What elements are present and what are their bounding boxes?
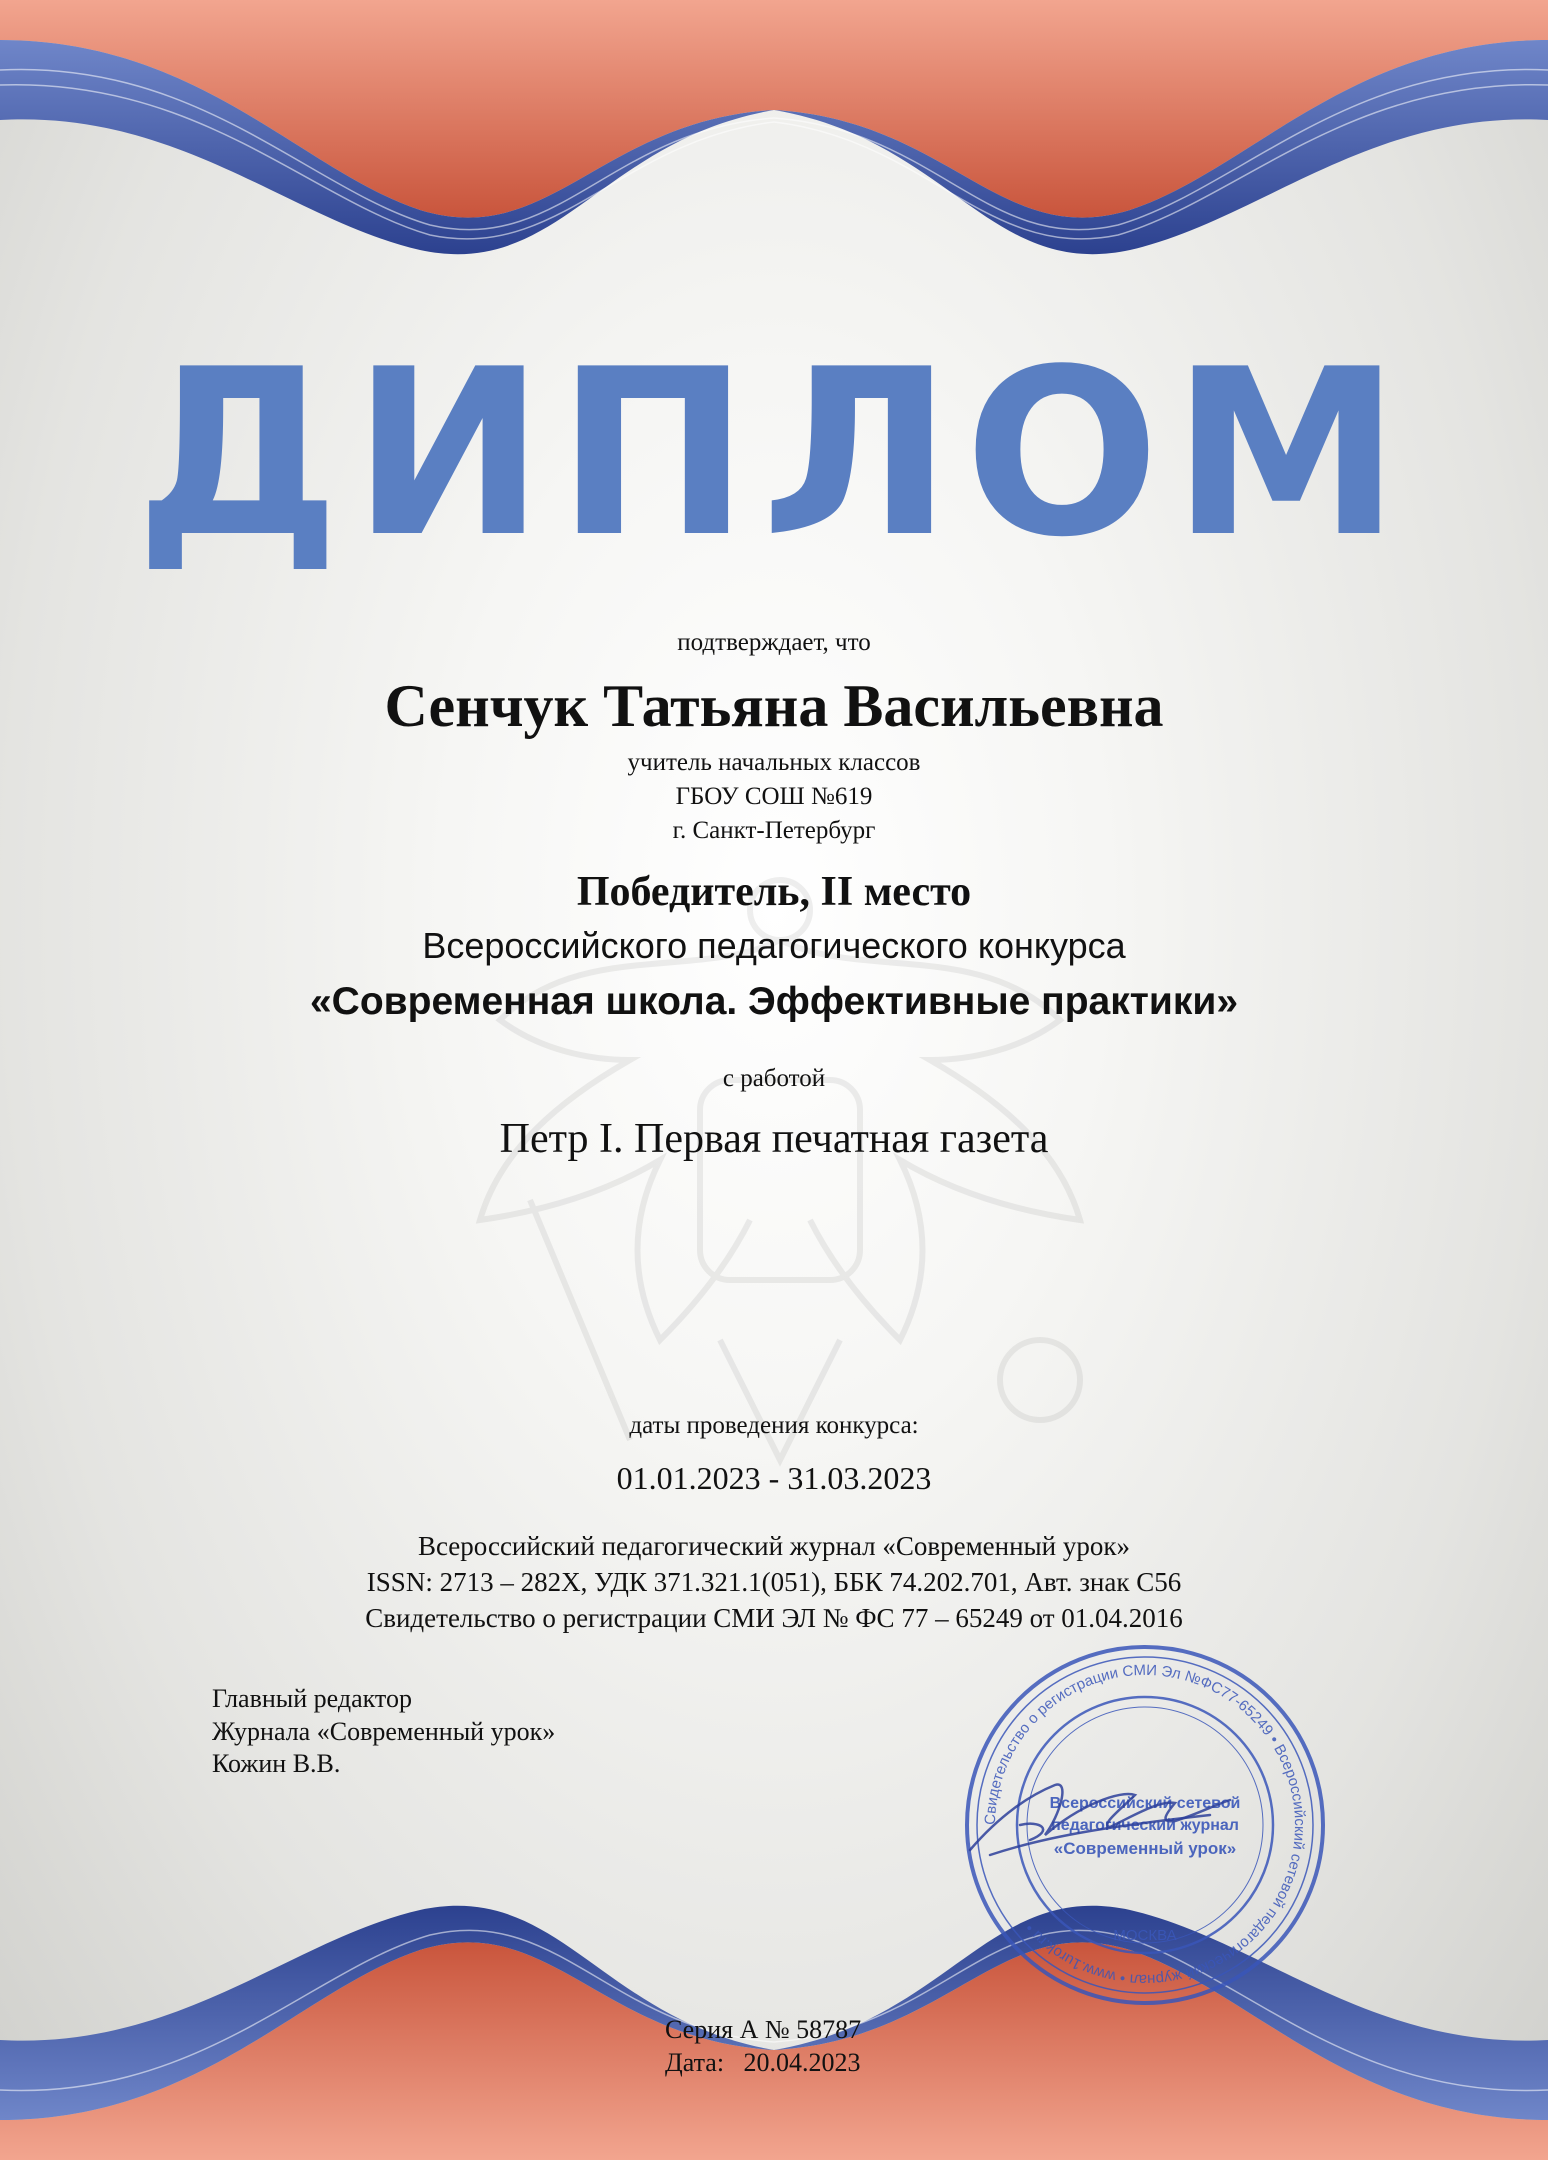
recipient-position: учитель начальных классов xyxy=(627,749,921,776)
recipient-school: ГБОУ СОШ №619 xyxy=(675,783,873,810)
work-title: Петр I. Первая печатная газета xyxy=(499,1116,1049,1162)
journal-registration: Свидетельство о регистрации СМИ ЭЛ № ФС 77 – 65249 от 01.04.2016 xyxy=(365,1603,1183,1633)
top-ribbon-decoration xyxy=(0,0,1548,300)
stamp-ring-text: Свидетельство о регистрации СМИ Эл №ФС77-65249 • Всероссийский сетевой педагогический журнал • www.1urok.ru • xyxy=(981,1661,1309,1989)
stamp-city: МОСКВА xyxy=(1113,1927,1177,1944)
serial-block xyxy=(665,2014,861,2079)
editor-signature xyxy=(960,1755,1240,1875)
recipient-name: Сенчук Татьяна Васильевна xyxy=(384,673,1164,739)
dates-value: 01.01.2023 - 31.03.2023 xyxy=(616,1460,932,1496)
issue-date: Дата: 20.04.2023 xyxy=(665,2047,861,2077)
contest-name: «Современная школа. Эффективные практики» xyxy=(309,980,1239,1023)
editor-journal: Журнала «Современный урок» xyxy=(212,1716,556,1746)
stamp-center-line2: педагогический журнал xyxy=(1051,1817,1239,1834)
stamp-center-line3: «Современный урок» xyxy=(1053,1839,1237,1858)
recipient-city: г. Санкт-Петербург xyxy=(672,817,876,844)
stamp-center-line1: Всероссийский сетевой xyxy=(1049,1795,1241,1812)
serial-number: Серия А № 58787 xyxy=(665,2015,862,2044)
confirms-text: подтверждает, что xyxy=(677,629,871,656)
with-work-label: с работой xyxy=(722,1065,826,1092)
award-place: Победитель, II место xyxy=(576,869,972,915)
diploma-title: ДИПЛОМ xyxy=(135,321,1413,588)
editor-name: Кожин В.В. xyxy=(212,1749,341,1778)
journal-issn: ISSN: 2713 – 282X, УДК 371.321.1(051), ББК 74.202.701, Авт. знак С56 xyxy=(366,1567,1182,1597)
editor-title: Главный редактор xyxy=(212,1684,412,1713)
editor-block xyxy=(212,1683,555,1781)
contest-type: Всероссийского педагогического конкурса xyxy=(422,925,1126,966)
journal-name: Всероссийский педагогический журнал «Современный урок» xyxy=(417,1531,1131,1561)
dates-label: даты проведения конкурса: xyxy=(629,1412,919,1439)
